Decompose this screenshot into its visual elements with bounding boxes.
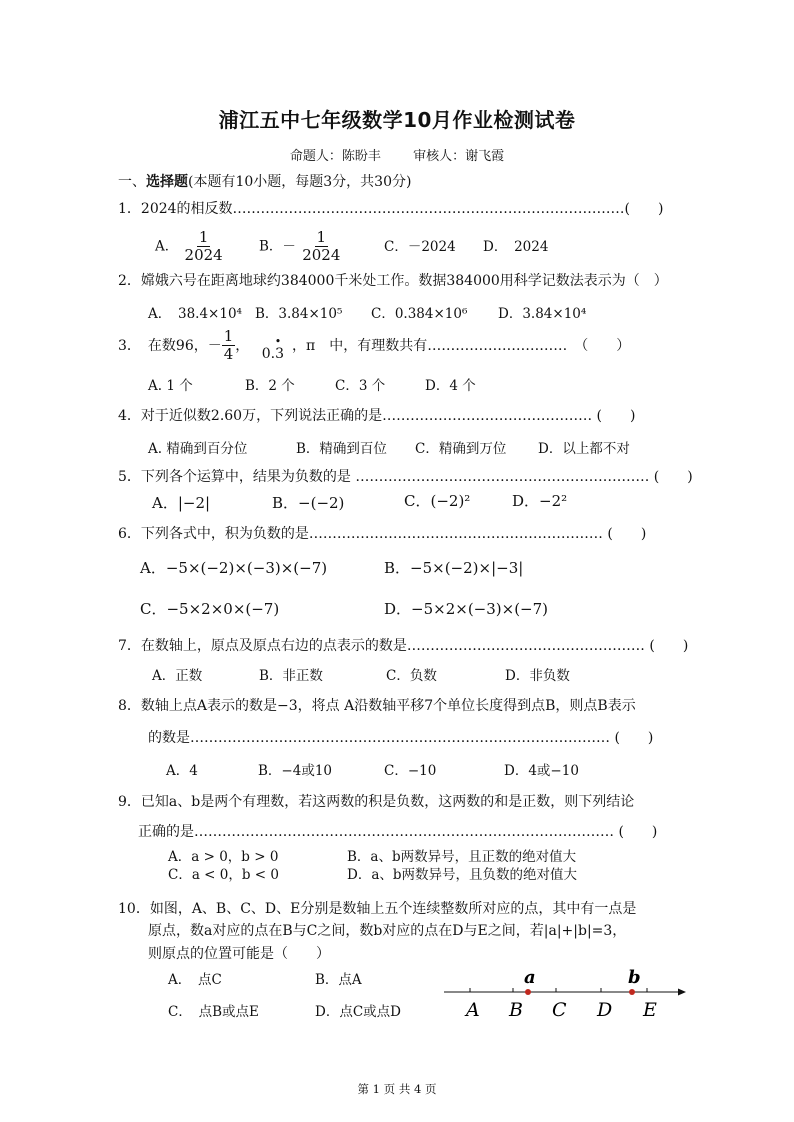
question-1: 1．2024的相反数…………………………………………………………………………( ) bbox=[118, 201, 664, 217]
tick-label-A: A bbox=[466, 999, 480, 1021]
question-8: 8．数轴上点A表示的数是−3，将点 A沿数轴平移7个单位长度得到点B，则点B表示 bbox=[118, 698, 636, 714]
question-10-cont: 原点，数a对应的点在B与C之间，数b对应的点在D与E之间，若|a|+|b|=3， bbox=[148, 923, 627, 939]
q1-option-b: B．－ $\frac{1}{2024}$ bbox=[259, 228, 341, 265]
tick-label-D: D bbox=[597, 999, 613, 1021]
question-7: 7．在数轴上，原点及原点右边的点表示的数是…………………………………………… ( ) bbox=[118, 638, 689, 654]
q6-option-b: B．−5×(−2)×|−3| bbox=[384, 559, 524, 577]
q8-option-c: C．−10 bbox=[384, 763, 437, 779]
q2-option-b: B．3.84×10⁵ bbox=[255, 306, 343, 322]
q4-option-d: D．以上都不对 bbox=[538, 441, 630, 457]
q3-option-c: C．3 个 bbox=[335, 378, 386, 394]
question-8-cont: 的数是……………………………………………………………………………… ( ) bbox=[148, 730, 654, 746]
q1-option-d: D． 2024 bbox=[483, 239, 549, 255]
repeating-decimal: • 0.3 bbox=[261, 334, 284, 362]
number-line-figure bbox=[440, 962, 690, 1024]
fraction: $\frac{1}{2024}$ bbox=[302, 228, 341, 265]
q4-option-c: C．精确到万位 bbox=[415, 441, 507, 457]
q8-option-d: D．4或−10 bbox=[504, 763, 579, 779]
tick-label-B: B bbox=[509, 999, 523, 1021]
q4-option-b: B．精确到百位 bbox=[296, 441, 387, 457]
point-a bbox=[525, 989, 531, 995]
q7-option-c: C．负数 bbox=[386, 668, 437, 684]
q5-option-a: A．|−2| bbox=[152, 494, 211, 512]
point-b bbox=[629, 989, 635, 995]
question-10: 10．如图，A、B、C、D、E分别是数轴上五个连续整数所对应的点，其中有一点是 bbox=[118, 901, 637, 917]
exam-title: 浦江五中七年级数学10月作业检测试卷 bbox=[218, 108, 576, 132]
fraction: $\frac{1}{2024}$ bbox=[184, 228, 223, 265]
q5-option-c: C．(−2)² bbox=[404, 492, 471, 510]
q4-option-a: A. 精确到百分位 bbox=[148, 441, 248, 457]
q10-option-b: B．点A bbox=[315, 972, 362, 988]
question-10-cont2: 则原点的位置可能是（ ） bbox=[148, 946, 330, 962]
q5-option-b: B．−(−2) bbox=[272, 494, 345, 512]
q10-option-c: C． 点B或点E bbox=[168, 1004, 259, 1020]
q8-option-b: B．−4或10 bbox=[258, 763, 332, 779]
q10-option-a: A． 点C bbox=[168, 972, 222, 988]
reviewer: 审核人：谢飞霞 bbox=[413, 149, 505, 164]
q2-option-c: C．0.384×10⁶ bbox=[371, 306, 468, 322]
q1-option-a: A． $\frac{1}{2024}$ bbox=[155, 228, 223, 265]
q2-option-a: A． 38.4×10⁴ bbox=[148, 306, 242, 322]
question-5: 5．下列各个运算中，结果为负数的是 ……………………………………………………… ( ) bbox=[118, 469, 693, 485]
repeat-dot: • bbox=[274, 334, 282, 348]
q9-option-c: C．a < 0，b < 0 bbox=[168, 867, 279, 883]
q3-option-a: A. 1 个 bbox=[148, 378, 193, 394]
question-2: 2．嫦娥六号在距离地球约384000千米处工作。数据384000用科学记数法表示为（ ） bbox=[118, 273, 668, 289]
section-heading: 一、选择题(本题有10小题，每题3分，共30分) bbox=[118, 174, 412, 190]
point-label-b: b bbox=[628, 967, 641, 988]
page-footer: 第 1 页 共 4 页 bbox=[357, 1082, 437, 1096]
axis-arrow bbox=[678, 989, 686, 996]
q8-option-a: A．4 bbox=[166, 763, 198, 779]
point-label-a: a bbox=[524, 967, 536, 988]
q6-option-a: A．−5×(−2)×(−3)×(−7) bbox=[140, 559, 328, 577]
q6-option-d: D．−5×2×(−3)×(−7) bbox=[384, 600, 549, 618]
q5-option-d: D．−2² bbox=[512, 492, 568, 510]
q2-option-d: D．3.84×10⁴ bbox=[498, 306, 587, 322]
question-3: 3． 在数96，－ $\frac{1}{4}$ ， • 0.3 ，π 中，有理数共有………………………… （ ） bbox=[118, 327, 631, 364]
q3-option-b: B．2 个 bbox=[245, 378, 295, 394]
author-line bbox=[0, 145, 794, 164]
q7-option-d: D．非负数 bbox=[505, 668, 570, 684]
question-6: 6．下列各式中，积为负数的是……………………………………………………… ( ) bbox=[118, 526, 647, 542]
q6-option-c: C．−5×2×0×(−7) bbox=[140, 600, 280, 618]
question-4: 4．对于近似数2.60万，下列说法正确的是……………………………………… ( ) bbox=[118, 408, 636, 424]
q7-option-a: A．正数 bbox=[152, 668, 203, 684]
author: 命题人：陈盼丰 bbox=[289, 149, 381, 164]
q3-option-d: D．4 个 bbox=[425, 378, 476, 394]
question-9-cont: 正确的是……………………………………………………………………………… ( ) bbox=[138, 824, 658, 840]
tick-label-E: E bbox=[643, 999, 657, 1021]
question-9: 9．已知a、b是两个有理数，若这两数的积是负数，这两数的和是正数，则下列结论 bbox=[118, 794, 635, 810]
q9-option-a: A．a > 0，b > 0 bbox=[168, 849, 279, 865]
q10-option-d: D．点C或点D bbox=[315, 1004, 401, 1020]
q7-option-b: B．非正数 bbox=[259, 668, 323, 684]
q9-option-d: D．a、b两数异号，且负数的绝对值大 bbox=[347, 867, 578, 883]
tick-label-C: C bbox=[552, 999, 567, 1021]
fraction: $\frac{1}{4}$ bbox=[223, 327, 234, 364]
q9-option-b: B．a、b两数异号，且正数的绝对值大 bbox=[347, 849, 577, 865]
q1-option-c: C．－2024 bbox=[384, 239, 456, 255]
